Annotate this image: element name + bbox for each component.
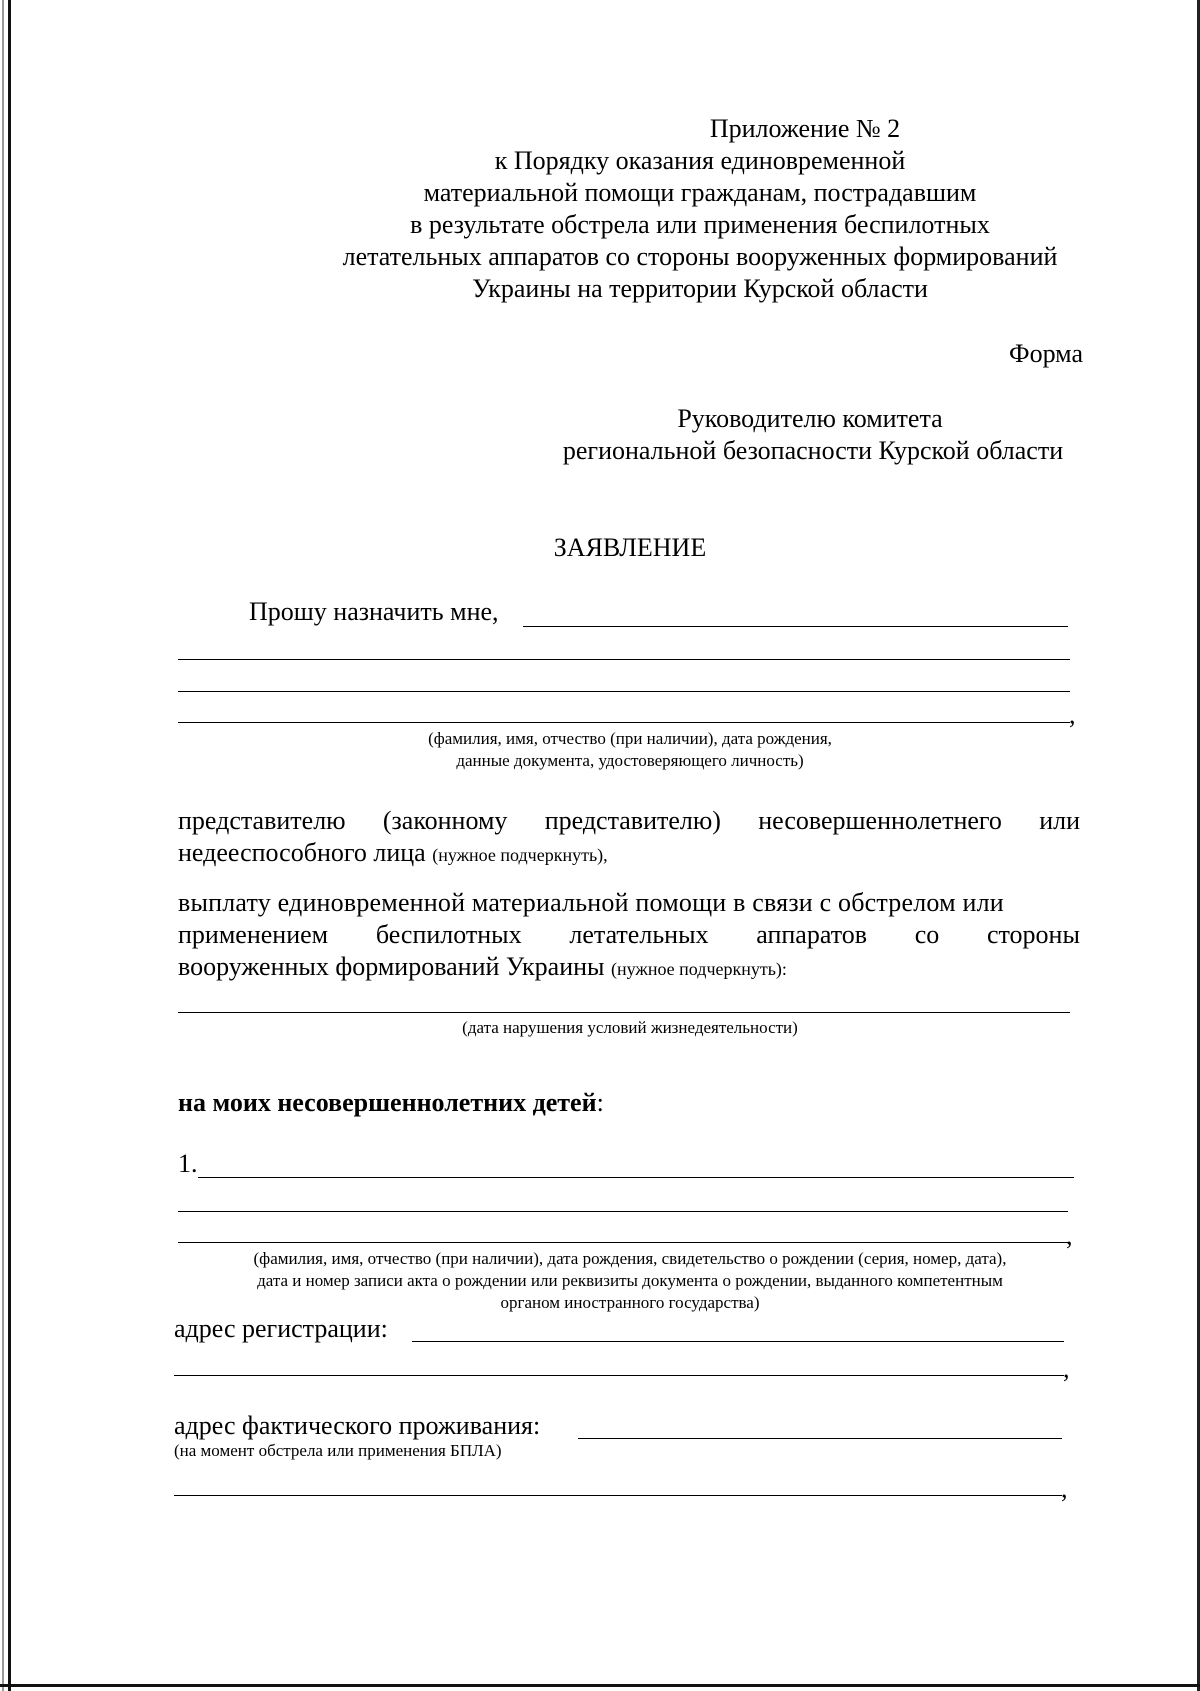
para1-word: представителю) — [544, 806, 721, 835]
para2-word: со — [914, 920, 940, 949]
annex-line-4: летательных аппаратов со стороны вооруженных формирований — [342, 242, 1058, 271]
para1-line-2-text: недееспособного лица — [178, 838, 426, 867]
scan-edge-left — [8, 0, 11, 1691]
request-intro: Прошу назначить мне, — [249, 597, 499, 626]
comma: , — [1069, 700, 1076, 729]
child-field-line-3[interactable] — [178, 1242, 1068, 1243]
actual-address-field-line-1[interactable] — [578, 1438, 1062, 1439]
child-caption-3: органом иностранного государства) — [500, 1293, 760, 1312]
name-field-line-2[interactable] — [178, 659, 1070, 660]
actual-address-field-line-2[interactable] — [174, 1495, 1062, 1496]
scan-edge-bottom — [0, 1684, 1200, 1687]
annex-line-2: материальной помощи гражданам, пострадавшим — [423, 178, 977, 207]
para2-word: аппаратов — [756, 920, 868, 949]
name-field-line-4[interactable] — [178, 722, 1070, 723]
form-label: Форма — [1009, 339, 1083, 368]
incident-date-field-line[interactable] — [178, 1012, 1070, 1013]
para2-word: беспилотных — [375, 920, 522, 949]
annex-line-5: Украины на территории Курской области — [472, 274, 928, 303]
para1-word: (законному — [382, 806, 508, 835]
child-caption-2: дата и номер записи акта о рождении или реквизиты документа о рождении, выданного компетентным — [257, 1271, 1003, 1290]
para2-line-1: выплату единовременной материальной помощи в связи с обстрелом или — [178, 888, 1004, 917]
comma: , — [1061, 1474, 1068, 1503]
child-field-line-1[interactable] — [198, 1177, 1074, 1178]
para2-line-2 — [178, 919, 1080, 951]
para2-word: применением — [178, 920, 329, 949]
addressee-line-1: Руководителю комитета — [677, 404, 943, 433]
para1-line-2-note: (нужное подчеркнуть), — [432, 845, 608, 865]
children-heading — [178, 1087, 604, 1119]
actual-address-note: (на момент обстрела или применения БПЛА) — [174, 1441, 502, 1460]
name-field-line-1[interactable] — [523, 626, 1068, 627]
para2-line-3-text: вооруженных формирований Украины — [178, 952, 605, 981]
name-field-line-3[interactable] — [178, 691, 1070, 692]
addressee-line-2: региональной безопасности Курской области — [562, 436, 1064, 465]
para2-line-3 — [178, 951, 787, 985]
child-item-number: 1. — [178, 1149, 198, 1178]
para1-line-2 — [178, 837, 608, 871]
para2-line-3-note: (нужное подчеркнуть): — [611, 959, 787, 979]
request-caption-2: данные документа, удостоверяющего личность) — [456, 751, 804, 770]
actual-address-label: адрес фактического проживания: — [174, 1411, 541, 1440]
doc-title: ЗАЯВЛЕНИЕ — [553, 533, 707, 562]
para2-word: летательных — [569, 920, 709, 949]
children-heading-colon: : — [596, 1088, 604, 1117]
scan-edge-left-shadow — [2, 0, 4, 1691]
annex-line-1: к Порядку оказания единовременной — [494, 146, 906, 175]
para2-word: стороны — [987, 920, 1080, 949]
para1-line-1 — [178, 805, 1080, 837]
annex-line-3: в результате обстрела или применения беспилотных — [410, 210, 990, 239]
comma: , — [1066, 1221, 1073, 1250]
child-field-line-2[interactable] — [178, 1211, 1068, 1212]
reg-address-label: адрес регистрации: — [174, 1314, 388, 1343]
children-heading-text: на моих несовершеннолетних детей — [178, 1088, 597, 1117]
annex-title: Приложение № 2 — [709, 114, 901, 143]
para1-word: или — [1039, 806, 1080, 835]
reg-address-field-line-2[interactable] — [174, 1375, 1064, 1376]
child-caption-1: (фамилия, имя, отчество (при наличии), дата рождения, свидетельство о рождении (серия, номер, дата), — [253, 1249, 1007, 1268]
request-caption-1: (фамилия, имя, отчество (при наличии), дата рождения, — [428, 729, 832, 748]
incident-date-caption: (дата нарушения условий жизнедеятельности) — [462, 1018, 798, 1037]
comma: , — [1063, 1354, 1070, 1383]
para1-word: представителю — [178, 806, 346, 835]
para1-word: несовершеннолетнего — [758, 806, 1002, 835]
reg-address-field-line-1[interactable] — [412, 1341, 1064, 1342]
